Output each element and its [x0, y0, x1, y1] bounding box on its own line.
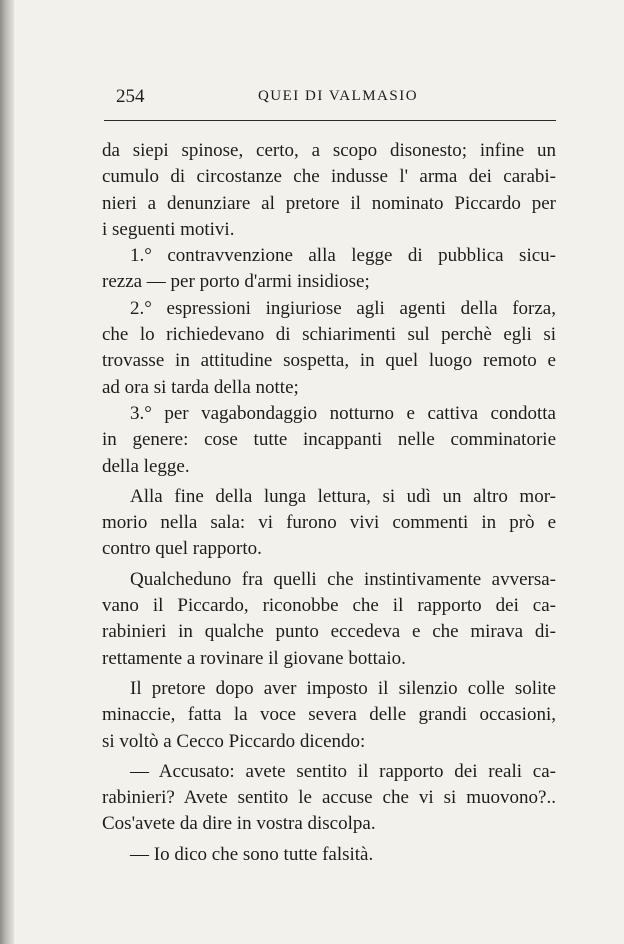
text-line: Cos'avete da dire in vostra discolpa. — [102, 813, 376, 835]
header-rule — [104, 120, 556, 121]
page-binding-edge — [0, 0, 14, 944]
text-line: 1.° contravvenzione alla legge di pubblica sicu- — [130, 245, 556, 267]
text-line: da siepi spinose, certo, a scopo disonesto; infine un — [102, 140, 556, 161]
text-line: in genere: cose tutte incappanti nelle comminatorie — [102, 429, 556, 451]
page-number: 254 — [116, 86, 145, 107]
text-line: cumulo di circostanze che indusse l' arma dei carabi- — [102, 166, 556, 188]
text-line: rabinieri in qualche punto eccedeva e che mirava di- — [102, 621, 556, 643]
text-line: — Accusato: avete sentito il rapporto dei reali ca- — [130, 760, 556, 782]
text-line: rabinieri? Avete sentito le accuse che vi si muovono?.. — [102, 787, 556, 809]
text-line: della legge. — [102, 455, 190, 477]
text-line: vano il Piccardo, riconobbe che il rapporto dei ca- — [102, 595, 556, 617]
text-line: Alla fine della lunga lettura, si udì un altro mor- — [130, 485, 556, 507]
text-line: Il pretore dopo aver imposto il silenzio colle solite — [130, 677, 556, 699]
text-line: — Io dico che sono tutte falsità. — [130, 843, 374, 865]
text-line: morio nella sala: vi furono vivi commenti in prò e — [102, 512, 556, 534]
text-line: 2.° espressioni ingiuriose agli agenti della forza, — [130, 297, 556, 319]
text-line: contro quel rapporto. — [102, 538, 262, 560]
text-line: si voltò a Cecco Piccardo dicendo: — [102, 730, 366, 752]
text-line: ad ora si tarda della notte; — [102, 376, 299, 398]
text-line: rezza — per porto d'armi insidiose; — [102, 271, 370, 293]
text-line: i seguenti motivi. — [102, 218, 235, 240]
text-line: minaccie, fatta la voce severa delle grandi occasioni, — [102, 704, 556, 726]
text-line: 3.° per vagabondaggio notturno e cattiva condotta — [130, 402, 556, 424]
body-text — [102, 138, 556, 868]
text-line: che lo richiedevano di schiarimenti sul perchè egli si — [102, 324, 556, 346]
running-title: QUEI DI VALMASIO — [257, 88, 419, 104]
text-line: nieri a denunziare al pretore il nominato Piccardo per — [102, 192, 556, 214]
text-line: rettamente a rovinare il giovane bottaio. — [102, 647, 406, 669]
text-line: trovasse in attitudine sospetta, in quel luogo remoto e — [102, 350, 556, 372]
page-header — [104, 84, 556, 110]
text-line: Qualcheduno fra quelli che instintivamente avversa- — [130, 568, 556, 590]
